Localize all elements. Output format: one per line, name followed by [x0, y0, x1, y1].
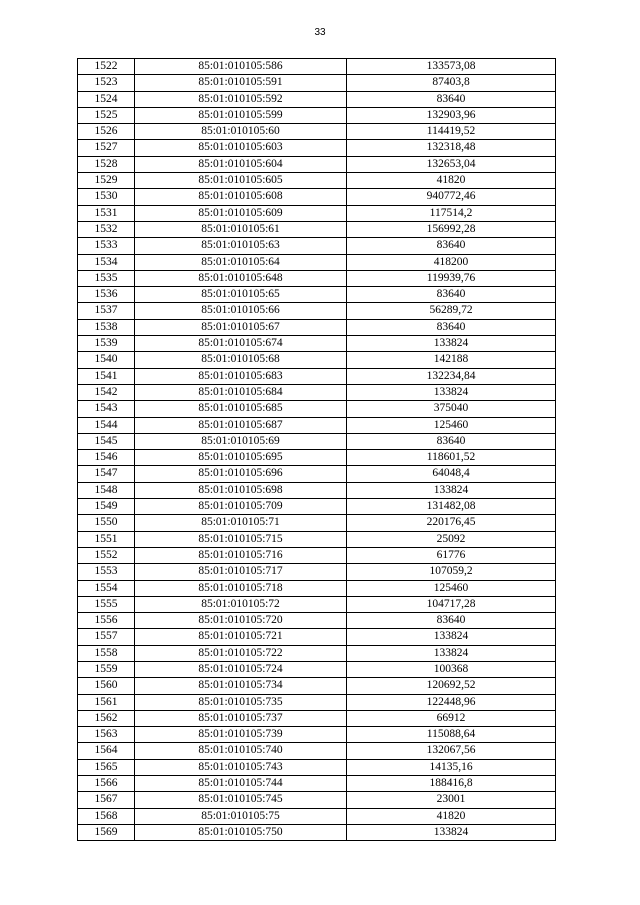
cadastral-number-cell: 85:01:010105:721 — [135, 629, 347, 645]
cadastral-number-cell: 85:01:010105:716 — [135, 547, 347, 563]
value-cell: 41820 — [347, 173, 556, 189]
value-cell: 115088,64 — [347, 727, 556, 743]
cadastral-number-cell: 85:01:010105:685 — [135, 401, 347, 417]
value-cell: 114419,52 — [347, 124, 556, 140]
row-number-cell: 1563 — [78, 727, 135, 743]
cadastral-number-cell: 85:01:010105:696 — [135, 466, 347, 482]
value-cell: 66912 — [347, 710, 556, 726]
cadastral-number-cell: 85:01:010105:648 — [135, 270, 347, 286]
table-row — [78, 564, 556, 580]
table-row — [78, 352, 556, 368]
table-row — [78, 401, 556, 417]
row-number-cell: 1541 — [78, 368, 135, 384]
table-row — [78, 776, 556, 792]
value-cell: 418200 — [347, 254, 556, 270]
cadastral-number-cell: 85:01:010105:740 — [135, 743, 347, 759]
table-row — [78, 91, 556, 107]
row-number-cell: 1549 — [78, 499, 135, 515]
row-number-cell: 1564 — [78, 743, 135, 759]
cadastral-number-cell: 85:01:010105:717 — [135, 564, 347, 580]
row-number-cell: 1537 — [78, 303, 135, 319]
row-number-cell: 1540 — [78, 352, 135, 368]
value-cell: 23001 — [347, 792, 556, 808]
row-number-cell: 1539 — [78, 336, 135, 352]
row-number-cell: 1542 — [78, 384, 135, 400]
table-row — [78, 466, 556, 482]
value-cell: 64048,4 — [347, 466, 556, 482]
cadastral-number-cell: 85:01:010105:745 — [135, 792, 347, 808]
row-number-cell: 1533 — [78, 238, 135, 254]
value-cell: 220176,45 — [347, 515, 556, 531]
cadastral-number-cell: 85:01:010105:750 — [135, 824, 347, 840]
value-cell: 133573,08 — [347, 59, 556, 75]
table-row — [78, 205, 556, 221]
cadastral-number-cell: 85:01:010105:743 — [135, 759, 347, 775]
cadastral-number-cell: 85:01:010105:715 — [135, 531, 347, 547]
row-number-cell: 1566 — [78, 776, 135, 792]
row-number-cell: 1545 — [78, 433, 135, 449]
cadastral-number-cell: 85:01:010105:739 — [135, 727, 347, 743]
value-cell: 25092 — [347, 531, 556, 547]
row-number-cell: 1523 — [78, 75, 135, 91]
cadastral-number-cell: 85:01:010105:734 — [135, 678, 347, 694]
table-row — [78, 189, 556, 205]
cadastral-number-cell: 85:01:010105:684 — [135, 384, 347, 400]
table-row — [78, 124, 556, 140]
value-cell: 122448,96 — [347, 694, 556, 710]
cadastral-number-cell: 85:01:010105:60 — [135, 124, 347, 140]
table-row — [78, 678, 556, 694]
table-row — [78, 303, 556, 319]
cadastral-number-cell: 85:01:010105:66 — [135, 303, 347, 319]
row-number-cell: 1535 — [78, 270, 135, 286]
cadastral-number-cell: 85:01:010105:72 — [135, 596, 347, 612]
table-row — [78, 238, 556, 254]
value-cell: 56289,72 — [347, 303, 556, 319]
row-number-cell: 1553 — [78, 564, 135, 580]
value-cell: 940772,46 — [347, 189, 556, 205]
table-row — [78, 727, 556, 743]
row-number-cell: 1531 — [78, 205, 135, 221]
table-row — [78, 417, 556, 433]
cadastral-number-cell: 85:01:010105:591 — [135, 75, 347, 91]
table-row — [78, 743, 556, 759]
cadastral-number-cell: 85:01:010105:586 — [135, 59, 347, 75]
row-number-cell: 1561 — [78, 694, 135, 710]
row-number-cell: 1569 — [78, 824, 135, 840]
value-cell: 83640 — [347, 238, 556, 254]
row-number-cell: 1568 — [78, 808, 135, 824]
cadastral-number-cell: 85:01:010105:698 — [135, 482, 347, 498]
table-row — [78, 547, 556, 563]
row-number-cell: 1548 — [78, 482, 135, 498]
row-number-cell: 1546 — [78, 450, 135, 466]
value-cell: 83640 — [347, 613, 556, 629]
row-number-cell: 1528 — [78, 156, 135, 172]
cadastral-number-cell: 85:01:010105:724 — [135, 661, 347, 677]
table-row — [78, 580, 556, 596]
table-body — [78, 59, 556, 841]
value-cell: 107059,2 — [347, 564, 556, 580]
table-row — [78, 792, 556, 808]
value-cell: 132653,04 — [347, 156, 556, 172]
row-number-cell: 1532 — [78, 221, 135, 237]
cadastral-number-cell: 85:01:010105:599 — [135, 107, 347, 123]
cadastral-number-cell: 85:01:010105:604 — [135, 156, 347, 172]
table-row — [78, 173, 556, 189]
cadastral-number-cell: 85:01:010105:603 — [135, 140, 347, 156]
cadastral-number-cell: 85:01:010105:609 — [135, 205, 347, 221]
cadastral-number-cell: 85:01:010105:737 — [135, 710, 347, 726]
table-row — [78, 613, 556, 629]
value-cell: 133824 — [347, 384, 556, 400]
cadastral-number-cell: 85:01:010105:709 — [135, 499, 347, 515]
cadastral-number-cell: 85:01:010105:722 — [135, 645, 347, 661]
value-cell: 14135,16 — [347, 759, 556, 775]
table-row — [78, 694, 556, 710]
cadastral-number-cell: 85:01:010105:68 — [135, 352, 347, 368]
value-cell: 188416,8 — [347, 776, 556, 792]
cadastral-number-cell: 85:01:010105:71 — [135, 515, 347, 531]
row-number-cell: 1522 — [78, 59, 135, 75]
table-row — [78, 140, 556, 156]
value-cell: 133824 — [347, 824, 556, 840]
value-cell: 83640 — [347, 91, 556, 107]
table-row — [78, 629, 556, 645]
cadastral-number-cell: 85:01:010105:69 — [135, 433, 347, 449]
table-row — [78, 808, 556, 824]
value-cell: 83640 — [347, 319, 556, 335]
value-cell: 133824 — [347, 482, 556, 498]
row-number-cell: 1524 — [78, 91, 135, 107]
value-cell: 133824 — [347, 336, 556, 352]
value-cell: 119939,76 — [347, 270, 556, 286]
row-number-cell: 1551 — [78, 531, 135, 547]
cadastral-number-cell: 85:01:010105:63 — [135, 238, 347, 254]
value-cell: 100368 — [347, 661, 556, 677]
row-number-cell: 1544 — [78, 417, 135, 433]
row-number-cell: 1557 — [78, 629, 135, 645]
table-row — [78, 107, 556, 123]
table-row — [78, 59, 556, 75]
value-cell: 132318,48 — [347, 140, 556, 156]
value-cell: 156992,28 — [347, 221, 556, 237]
value-cell: 83640 — [347, 433, 556, 449]
cadastral-number-cell: 85:01:010105:64 — [135, 254, 347, 270]
cadastral-table — [77, 58, 556, 841]
row-number-cell: 1567 — [78, 792, 135, 808]
row-number-cell: 1556 — [78, 613, 135, 629]
table-row — [78, 824, 556, 840]
cadastral-number-cell: 85:01:010105:720 — [135, 613, 347, 629]
table-row — [78, 759, 556, 775]
row-number-cell: 1525 — [78, 107, 135, 123]
value-cell: 132067,56 — [347, 743, 556, 759]
row-number-cell: 1550 — [78, 515, 135, 531]
table-row — [78, 221, 556, 237]
cadastral-number-cell: 85:01:010105:61 — [135, 221, 347, 237]
row-number-cell: 1526 — [78, 124, 135, 140]
value-cell: 41820 — [347, 808, 556, 824]
row-number-cell: 1530 — [78, 189, 135, 205]
value-cell: 83640 — [347, 287, 556, 303]
page-number: 33 — [314, 27, 326, 38]
table-row — [78, 450, 556, 466]
value-cell: 132234,84 — [347, 368, 556, 384]
value-cell: 87403,8 — [347, 75, 556, 91]
value-cell: 132903,96 — [347, 107, 556, 123]
table-row — [78, 515, 556, 531]
table-row — [78, 499, 556, 515]
value-cell: 125460 — [347, 417, 556, 433]
cadastral-number-cell: 85:01:010105:683 — [135, 368, 347, 384]
value-cell: 131482,08 — [347, 499, 556, 515]
value-cell: 133824 — [347, 645, 556, 661]
table-row — [78, 75, 556, 91]
value-cell: 61776 — [347, 547, 556, 563]
table-row — [78, 368, 556, 384]
row-number-cell: 1547 — [78, 466, 135, 482]
row-number-cell: 1554 — [78, 580, 135, 596]
value-cell: 375040 — [347, 401, 556, 417]
cadastral-number-cell: 85:01:010105:605 — [135, 173, 347, 189]
value-cell: 125460 — [347, 580, 556, 596]
table-row — [78, 156, 556, 172]
table-row — [78, 661, 556, 677]
cadastral-number-cell: 85:01:010105:592 — [135, 91, 347, 107]
row-number-cell: 1558 — [78, 645, 135, 661]
row-number-cell: 1552 — [78, 547, 135, 563]
row-number-cell: 1555 — [78, 596, 135, 612]
cadastral-number-cell: 85:01:010105:75 — [135, 808, 347, 824]
table-row — [78, 270, 556, 286]
table-row — [78, 433, 556, 449]
cadastral-number-cell: 85:01:010105:674 — [135, 336, 347, 352]
table-row — [78, 482, 556, 498]
table-row — [78, 596, 556, 612]
value-cell: 142188 — [347, 352, 556, 368]
table-row — [78, 710, 556, 726]
value-cell: 133824 — [347, 629, 556, 645]
table-row — [78, 531, 556, 547]
cadastral-number-cell: 85:01:010105:687 — [135, 417, 347, 433]
table-row — [78, 384, 556, 400]
cadastral-number-cell: 85:01:010105:67 — [135, 319, 347, 335]
cadastral-number-cell: 85:01:010105:65 — [135, 287, 347, 303]
row-number-cell: 1559 — [78, 661, 135, 677]
value-cell: 117514,2 — [347, 205, 556, 221]
table-row — [78, 254, 556, 270]
table-row — [78, 336, 556, 352]
row-number-cell: 1562 — [78, 710, 135, 726]
row-number-cell: 1543 — [78, 401, 135, 417]
cadastral-number-cell: 85:01:010105:695 — [135, 450, 347, 466]
row-number-cell: 1538 — [78, 319, 135, 335]
row-number-cell: 1565 — [78, 759, 135, 775]
row-number-cell: 1534 — [78, 254, 135, 270]
table-row — [78, 319, 556, 335]
row-number-cell: 1560 — [78, 678, 135, 694]
value-cell: 118601,52 — [347, 450, 556, 466]
table-row — [78, 287, 556, 303]
row-number-cell: 1529 — [78, 173, 135, 189]
cadastral-number-cell: 85:01:010105:718 — [135, 580, 347, 596]
cadastral-number-cell: 85:01:010105:608 — [135, 189, 347, 205]
row-number-cell: 1527 — [78, 140, 135, 156]
value-cell: 120692,52 — [347, 678, 556, 694]
table-row — [78, 645, 556, 661]
value-cell: 104717,28 — [347, 596, 556, 612]
row-number-cell: 1536 — [78, 287, 135, 303]
cadastral-number-cell: 85:01:010105:735 — [135, 694, 347, 710]
cadastral-number-cell: 85:01:010105:744 — [135, 776, 347, 792]
